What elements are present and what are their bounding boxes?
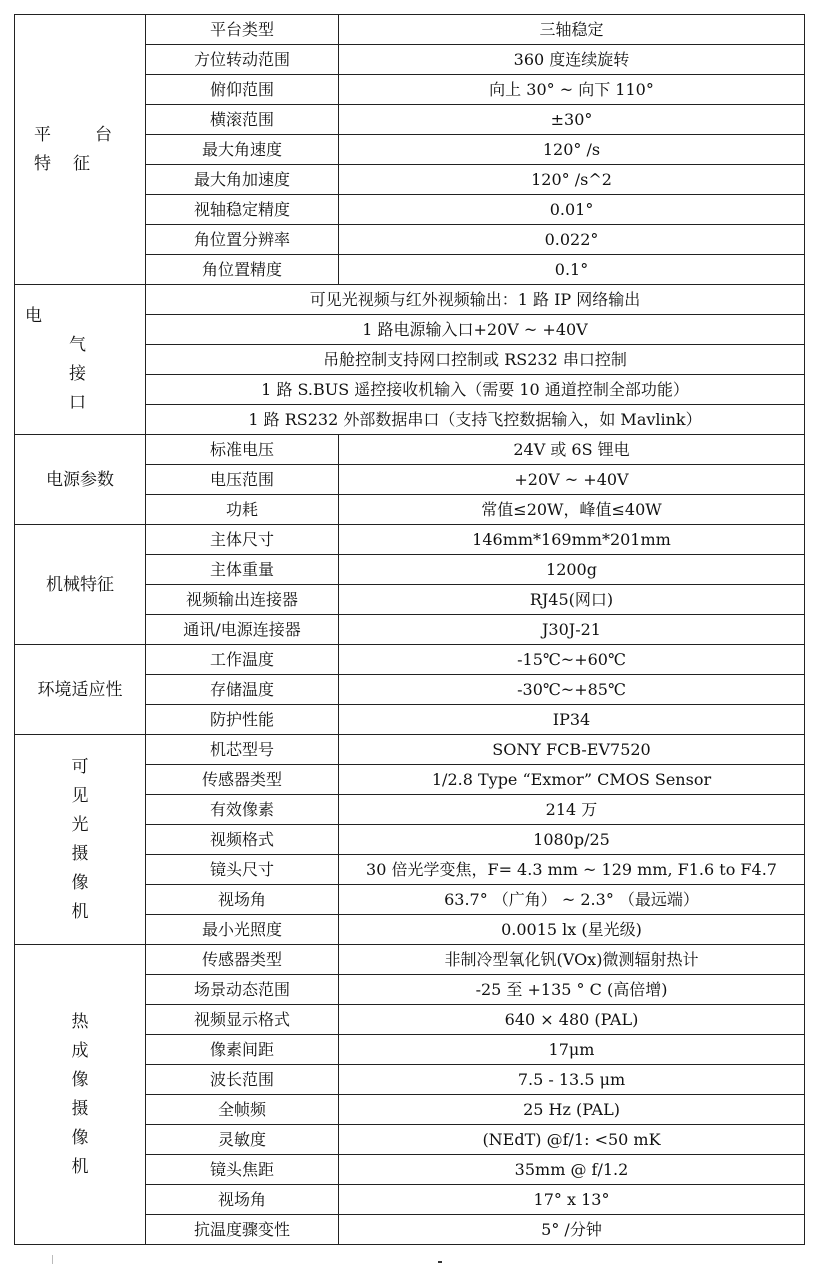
group-mechanical: 机械特征 bbox=[15, 525, 146, 645]
row-label: 标准电压 bbox=[146, 435, 339, 465]
row-value: 360 度连续旋转 bbox=[339, 45, 805, 75]
row-value: 三轴稳定 bbox=[339, 15, 805, 45]
row-value: 35mm @ f/1.2 bbox=[339, 1155, 805, 1185]
row-value: 1200g bbox=[339, 555, 805, 585]
group-char: 接 bbox=[69, 363, 86, 384]
row-label: 俯仰范围 bbox=[146, 75, 339, 105]
row-label: 最大角速度 bbox=[146, 135, 339, 165]
row-label: 视频输出连接器 bbox=[146, 585, 339, 615]
row-value: (NEdT) @f/1: <50 mK bbox=[339, 1125, 805, 1155]
row-label: 主体重量 bbox=[146, 555, 339, 585]
row-value: 0.022° bbox=[339, 225, 805, 255]
table-row bbox=[15, 525, 805, 555]
row-value: 17° x 13° bbox=[339, 1185, 805, 1215]
row-value: 5° /分钟 bbox=[339, 1215, 805, 1245]
row-label: 平台类型 bbox=[146, 15, 339, 45]
row-label: 通讯/电源连接器 bbox=[146, 615, 339, 645]
row-label: 视场角 bbox=[146, 1185, 339, 1215]
row-label: 波长范围 bbox=[146, 1065, 339, 1095]
table-row bbox=[15, 285, 805, 315]
row-label: 传感器类型 bbox=[146, 945, 339, 975]
row-value: 1080p/25 bbox=[339, 825, 805, 855]
spec-table bbox=[14, 14, 805, 1245]
row-label: 横滚范围 bbox=[146, 105, 339, 135]
page-footer-dot bbox=[438, 1261, 442, 1263]
row-value: 0.1° bbox=[339, 255, 805, 285]
row-label: 主体尺寸 bbox=[146, 525, 339, 555]
row-value: 640 × 480 (PAL) bbox=[339, 1005, 805, 1035]
row-value: 向上 30° ~ 向下 110° bbox=[339, 75, 805, 105]
row-label: 存储温度 bbox=[146, 675, 339, 705]
row-value: 63.7° （广角） ~ 2.3° （最远端） bbox=[339, 885, 805, 915]
row-label: 工作温度 bbox=[146, 645, 339, 675]
row-value: J30J-21 bbox=[339, 615, 805, 645]
row-label: 防护性能 bbox=[146, 705, 339, 735]
row-label: 镜头尺寸 bbox=[146, 855, 339, 885]
row-label: 灵敏度 bbox=[146, 1125, 339, 1155]
row-label: 全帧频 bbox=[146, 1095, 339, 1125]
row-value: -15℃~+60℃ bbox=[339, 645, 805, 675]
row-value: -30℃~+85℃ bbox=[339, 675, 805, 705]
table-row bbox=[15, 435, 805, 465]
row-value: 120° /s^2 bbox=[339, 165, 805, 195]
row-label: 传感器类型 bbox=[146, 765, 339, 795]
row-value: 0.0015 lx (星光级) bbox=[339, 915, 805, 945]
group-visible-camera: 可见光摄像机 bbox=[15, 735, 146, 945]
row-value: ±30° bbox=[339, 105, 805, 135]
row-value: 非制冷型氧化钒(VOx)微测辐射热计 bbox=[339, 945, 805, 975]
row-label: 抗温度骤变性 bbox=[146, 1215, 339, 1245]
group-char: 电 bbox=[25, 305, 42, 326]
row-value: SONY FCB-EV7520 bbox=[339, 735, 805, 765]
row-value: 24V 或 6S 锂电 bbox=[339, 435, 805, 465]
row-label: 视场角 bbox=[146, 885, 339, 915]
row-label: 电压范围 bbox=[146, 465, 339, 495]
row-value: 0.01° bbox=[339, 195, 805, 225]
page-margin-mark bbox=[52, 1255, 53, 1264]
row-value: 120° /s bbox=[339, 135, 805, 165]
row-value: 1/2.8 Type “Exmor” CMOS Sensor bbox=[339, 765, 805, 795]
row-value: RJ45(网口) bbox=[339, 585, 805, 615]
group-platform: 平台特征 bbox=[15, 15, 146, 285]
row-label: 视轴稳定精度 bbox=[146, 195, 339, 225]
row-value: 17μm bbox=[339, 1035, 805, 1065]
group-char: 气 bbox=[69, 334, 86, 355]
row-label: 角位置分辨率 bbox=[146, 225, 339, 255]
group-power: 电源参数 bbox=[15, 435, 146, 525]
group-environment: 环境适应性 bbox=[15, 645, 146, 735]
row-value: 1 路 RS232 外部数据串口（支持飞控数据输入，如 Mavlink） bbox=[146, 405, 805, 435]
row-label: 机芯型号 bbox=[146, 735, 339, 765]
row-label: 像素间距 bbox=[146, 1035, 339, 1065]
row-value: IP34 bbox=[339, 705, 805, 735]
row-value: 1 路电源输入口+20V ~ +40V bbox=[146, 315, 805, 345]
table-row bbox=[15, 735, 805, 765]
row-value: 30 倍光学变焦，F= 4.3 mm ~ 129 mm, F1.6 to F4.7 bbox=[339, 855, 805, 885]
row-value: -25 至 +135 ° C (高倍增) bbox=[339, 975, 805, 1005]
row-label: 场景动态范围 bbox=[146, 975, 339, 1005]
row-label: 角位置精度 bbox=[146, 255, 339, 285]
row-label: 最小光照度 bbox=[146, 915, 339, 945]
group-thermal-camera: 热成像摄像机 bbox=[15, 945, 146, 1245]
row-value: 常值≤20W，峰值≤40W bbox=[339, 495, 805, 525]
row-label: 视频格式 bbox=[146, 825, 339, 855]
row-label: 镜头焦距 bbox=[146, 1155, 339, 1185]
row-value: 146mm*169mm*201mm bbox=[339, 525, 805, 555]
row-value: 7.5 - 13.5 μm bbox=[339, 1065, 805, 1095]
row-value: 吊舱控制支持网口控制或 RS232 串口控制 bbox=[146, 345, 805, 375]
row-label: 功耗 bbox=[146, 495, 339, 525]
row-value: 214 万 bbox=[339, 795, 805, 825]
row-value: 25 Hz (PAL) bbox=[339, 1095, 805, 1125]
row-label: 视频显示格式 bbox=[146, 1005, 339, 1035]
row-label: 方位转动范围 bbox=[146, 45, 339, 75]
group-char: 口 bbox=[69, 392, 86, 413]
table-row bbox=[15, 945, 805, 975]
row-value: 可见光视频与红外视频输出：1 路 IP 网络输出 bbox=[146, 285, 805, 315]
row-label: 最大角加速度 bbox=[146, 165, 339, 195]
row-value: 1 路 S.BUS 遥控接收机输入（需要 10 通道控制全部功能） bbox=[146, 375, 805, 405]
table-row bbox=[15, 15, 805, 45]
group-electrical bbox=[15, 285, 146, 435]
row-label: 有效像素 bbox=[146, 795, 339, 825]
row-value: +20V ~ +40V bbox=[339, 465, 805, 495]
table-row bbox=[15, 645, 805, 675]
